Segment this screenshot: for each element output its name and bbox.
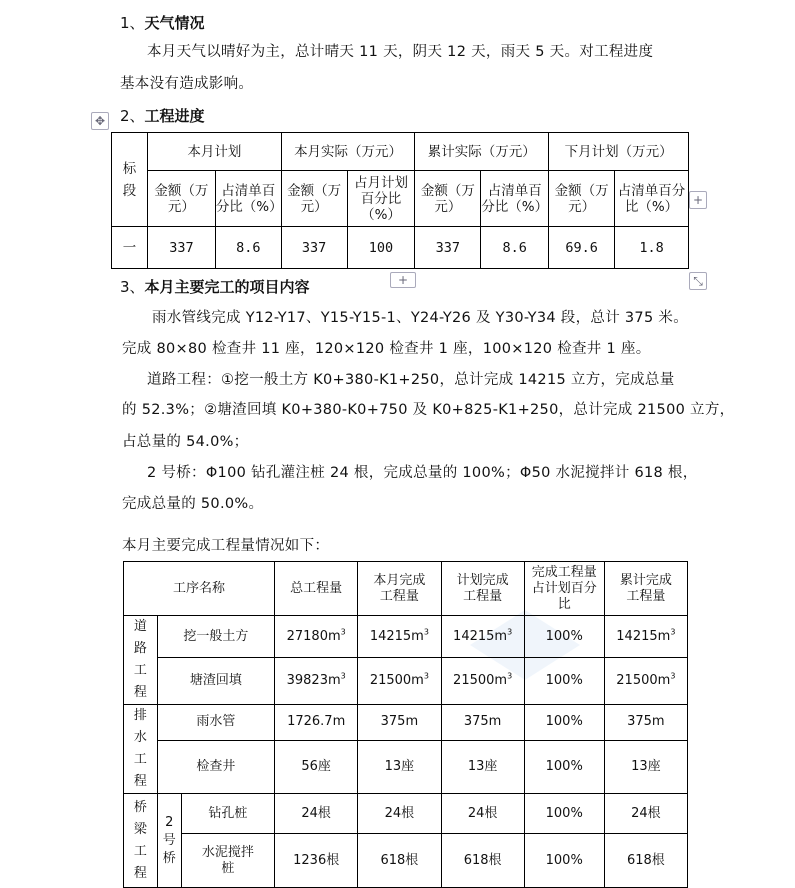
cell-total: 56座 (275, 740, 358, 793)
sub-group-bridge-2: 2号桥 (157, 794, 181, 888)
header-cumulative: 累计完成工程量 (604, 562, 687, 616)
cell-total: 1726.7m (275, 705, 358, 741)
road-paragraph-line1: 道路工程：①挖一般土方 K0+380-K1+250，总计完成 14215 立方，完成总量 (147, 372, 675, 388)
group-header-month-plan: 本月计划 (147, 133, 281, 171)
cell-plan: 618根 (441, 834, 524, 888)
sub-header-percent: 占月计划百分比（%） (347, 171, 415, 227)
cell-month: 13座 (358, 740, 441, 793)
cell-percent: 100% (524, 740, 604, 793)
cell-cumulative: 24根 (604, 794, 687, 834)
bridge-paragraph-line1: 2 号桥：Φ100 钻孔灌注桩 24 根，完成总量的 100%；Φ50 水泥搅拌计 618 根， (147, 465, 698, 481)
add-row-plus-icon[interactable]: + (390, 272, 416, 288)
drainage-paragraph-line2: 完成 80×80 检查井 11 座，120×120 检查井 1 座，100×120 检查井 1 座。 (122, 341, 651, 357)
weather-paragraph-line2: 基本没有造成影响。 (120, 76, 254, 92)
cell-percent: 100% (524, 705, 604, 741)
header-process-name: 工序名称 (124, 562, 275, 616)
header-month: 本月完成工程量 (358, 562, 441, 616)
group-header-month-actual: 本月实际（万元） (281, 133, 415, 171)
cell-cumulative: 375m (604, 705, 687, 741)
cell-value: 337 (281, 227, 347, 269)
cell-cumulative: 13座 (604, 740, 687, 793)
cell-month: $21500m^3$ (358, 658, 441, 705)
group-header-cumulative: 累计实际（万元） (415, 133, 549, 171)
table-move-handle-icon[interactable]: ✥ (91, 112, 109, 130)
cell-value: 100 (347, 227, 415, 269)
cell-cumulative: $21500m^3$ (604, 658, 687, 705)
add-column-plus-icon[interactable]: + (689, 191, 707, 209)
progress-table (111, 132, 689, 269)
cell-plan: 13座 (441, 740, 524, 793)
table-resize-icon[interactable]: ⤡ (689, 272, 707, 290)
section-title: 天气情况 (144, 14, 205, 32)
cell-cumulative: $14215m^3$ (604, 616, 687, 658)
cell-plan: $14215m^3$ (441, 616, 524, 658)
cell-value: 337 (147, 227, 215, 269)
sub-header-amount: 金额（万元） (415, 171, 481, 227)
cell-plan: 375m (441, 705, 524, 741)
row-name: 水泥搅拌桩 (181, 834, 274, 888)
header-total: 总工程量 (275, 562, 358, 616)
sub-header-percent: 占清单百分比（%） (215, 171, 281, 227)
header-plan: 计划完成工程量 (441, 562, 524, 616)
quantity-table (123, 561, 688, 888)
cell-value: 1.8 (615, 227, 689, 269)
sub-header-amount: 金额（万元） (147, 171, 215, 227)
group-bridge: 桥梁工程 (124, 794, 158, 888)
row-name: 检查井 (157, 740, 274, 793)
section-number: 3、 (120, 278, 145, 296)
section-3-heading (120, 277, 310, 297)
cell-total: $39823m^3$ (275, 658, 358, 705)
section-1-heading (120, 13, 205, 33)
group-road: 道路工程 (124, 616, 158, 705)
cell-month: $14215m^3$ (358, 616, 441, 658)
section-title: 本月主要完工的项目内容 (144, 278, 310, 296)
cell-total: $27180m^3$ (275, 616, 358, 658)
section-2-heading (120, 106, 205, 126)
cell-month: 375m (358, 705, 441, 741)
cell-month: 24根 (358, 794, 441, 834)
cell-total: 1236根 (275, 834, 358, 888)
cell-cumulative: 618根 (604, 834, 687, 888)
cell-value: 69.6 (549, 227, 615, 269)
header-percent: 完成工程量占计划百分比 (524, 562, 604, 616)
sub-header-percent: 占清单百分比（%） (481, 171, 549, 227)
cell-month: 618根 (358, 834, 441, 888)
cell-total: 24根 (275, 794, 358, 834)
section-number: 2、 (120, 107, 145, 125)
row-name: 雨水管 (157, 705, 274, 741)
cell-percent: 100% (524, 794, 604, 834)
road-paragraph-line3: 占总量的 54.0%； (122, 434, 249, 450)
road-paragraph-line2: 的 52.3%；②塘渣回填 K0+380-K0+750 及 K0+825-K1+250，总计完成 21500 立方， (122, 402, 735, 418)
drainage-paragraph-line1: 雨水管线完成 Y12-Y17、Y15-Y15-1、Y24-Y26 及 Y30-Y34 段，总计 375 米。 (152, 310, 688, 326)
quantity-intro: 本月主要完成工程量情况如下： (122, 538, 330, 554)
cell-percent: 100% (524, 834, 604, 888)
sub-header-amount: 金额（万元） (549, 171, 615, 227)
section-column-header: 标段 (112, 133, 148, 227)
cell-value: 337 (415, 227, 481, 269)
section-title: 工程进度 (144, 107, 205, 125)
section-number: 1、 (120, 14, 145, 32)
row-section: 一 (112, 227, 148, 269)
cell-value: 8.6 (481, 227, 549, 269)
cell-plan: 24根 (441, 794, 524, 834)
cell-value: 8.6 (215, 227, 281, 269)
sub-header-amount: 金额（万元） (281, 171, 347, 227)
group-drainage: 排水工程 (124, 705, 158, 794)
row-name: 挖一般土方 (157, 616, 274, 658)
cell-percent: 100% (524, 658, 604, 705)
cell-plan: $21500m^3$ (441, 658, 524, 705)
bridge-paragraph-line2: 完成总量的 50.0%。 (122, 496, 264, 512)
sub-header-percent: 占清单百分比（%） (615, 171, 689, 227)
cell-percent: 100% (524, 616, 604, 658)
weather-paragraph-line1: 本月天气以晴好为主，总计晴天 11 天，阴天 12 天，雨天 5 天。对工程进度 (147, 44, 654, 60)
group-header-next-month: 下月计划（万元） (549, 133, 689, 171)
row-name: 钻孔桩 (181, 794, 274, 834)
row-name: 塘渣回填 (157, 658, 274, 705)
